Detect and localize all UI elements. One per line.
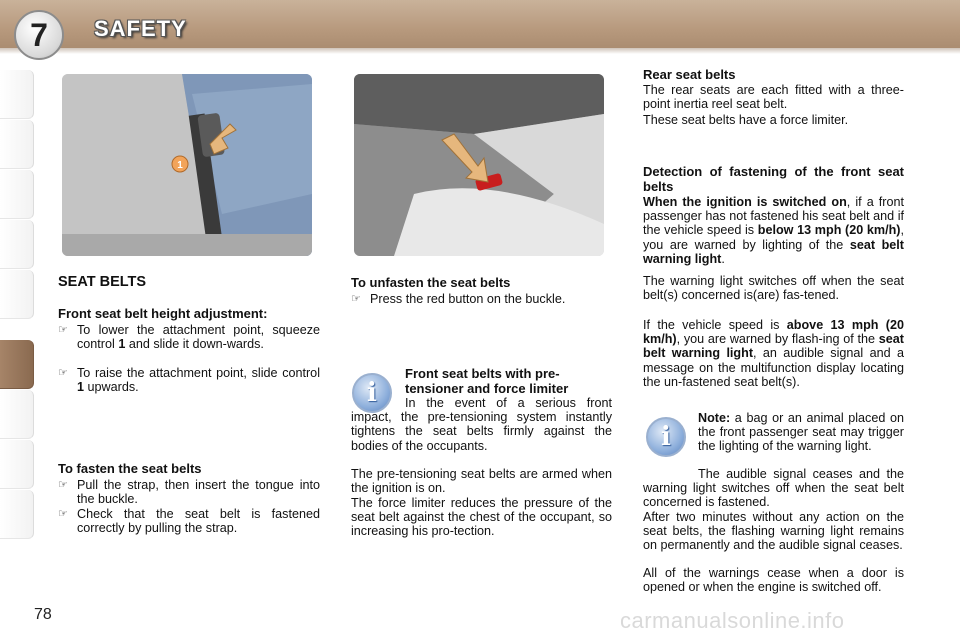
chapter-tab[interactable] (0, 390, 34, 439)
fasten-title: To fasten the seat belts (58, 461, 202, 476)
after-two-minutes-paragraph: After two minutes without any action on the seat belts, the flashing warning light remains on permanently and the audible signal ceases. (643, 510, 904, 553)
height-lower-item: ☞ To lower the attachment point, squeeze control 1 and slide it down-wards. (58, 323, 320, 352)
rear-paragraph-2: These seat belts have a force limiter. (643, 113, 849, 127)
pretensioner-paragraph-2: The pre-tensioning seat belts are armed when the ignition is on. (351, 467, 612, 496)
chapter-tab-active[interactable] (0, 340, 34, 389)
watermark: carmanualsonline.info (620, 608, 845, 633)
chapter-tab[interactable] (0, 120, 34, 169)
pointing-hand-icon: ☞ (351, 293, 361, 305)
chapter-tab[interactable] (0, 70, 34, 119)
seat-belts-heading: SEAT BELTS (58, 274, 147, 290)
seat-buckle-photo (354, 74, 604, 256)
seat-belt-height-illustration (62, 74, 312, 256)
chapter-tab[interactable] (0, 490, 34, 539)
pretensioner-paragraph-1: In the event of a serious front impact, the pre-tensioning system instantly tightens the seat belts firmly against the bodies of the occupants. (351, 396, 612, 453)
chapter-number-badge: 7 (14, 10, 64, 60)
chapter-tab[interactable] (0, 270, 34, 319)
info-icon: i (646, 417, 686, 457)
chapter-tab[interactable] (0, 220, 34, 269)
pointing-hand-icon: ☞ (58, 367, 68, 379)
detection-paragraph-2: The warning light switches off when the seat belt(s) concerned is(are) fas-tened. (643, 274, 904, 303)
control-callout-label: 1 (177, 160, 183, 171)
pretensioner-title: Front seat belts with pre-tensioner and force limiter (405, 366, 569, 396)
seat-belt-height-photo (62, 74, 312, 256)
detection-paragraph-3: If the vehicle speed is above 13 mph (20 km/h), you are warned by flash-ing of the seat belt warning light, an audible signal and a message on the multifunction display locating the un-fastened seat belt(s). (643, 318, 904, 389)
pretensioner-paragraph-3: The force limiter reduces the pressure of the seat belt against the chest of the occupant, so increasing his pro-tection. (351, 496, 612, 539)
chapter-title: SAFETY (94, 16, 187, 41)
chapter-tab[interactable] (0, 440, 34, 489)
pointing-hand-icon: ☞ (58, 324, 68, 336)
chapter-tab[interactable] (0, 170, 34, 219)
rear-seat-belts-title: Rear seat belts (643, 67, 736, 82)
note-paragraph: Note: a bag or an animal placed on the front passenger seat may trigger the lighting of the warning light. (698, 411, 904, 454)
seat-buckle-illustration (354, 74, 604, 256)
rear-paragraph-1: The rear seats are each fitted with a three-point inertia reel seat belt. (643, 83, 904, 112)
pointing-hand-icon: ☞ (58, 508, 68, 520)
detection-title: Detection of fastening of the front seat belts (643, 164, 904, 194)
pointing-hand-icon: ☞ (58, 479, 68, 491)
unfasten-title: To unfasten the seat belts (351, 275, 511, 290)
fasten-item-2: ☞ Check that the seat belt is fastened correctly by pulling the strap. (58, 507, 320, 536)
unfasten-item: ☞ Press the red button on the buckle. (351, 292, 566, 306)
warnings-cease-paragraph: All of the warnings cease when a door is opened or when the engine is switched off. (643, 566, 904, 595)
detection-paragraph-1: When the ignition is switched on, if a front passenger has not fastened his seat belt and if the vehicle speed is below 13 mph (20 km/h), you are warned by lighting of the seat belt warning light. (643, 195, 905, 266)
height-raise-item: ☞ To raise the attachment point, slide control 1 upwards. (58, 366, 320, 395)
note-paragraph-2: The audible signal ceases and the warning light switches off when the seat belt concerned is fastened. (643, 467, 904, 510)
chapter-tabs (0, 70, 34, 575)
info-icon: i (352, 373, 392, 413)
header-shadow (0, 48, 960, 54)
fasten-item-1: ☞ Pull the strap, then insert the tongue into the buckle. (58, 478, 320, 507)
height-adjustment-title: Front seat belt height adjustment: (58, 306, 268, 321)
page-number: 78 (34, 606, 52, 623)
